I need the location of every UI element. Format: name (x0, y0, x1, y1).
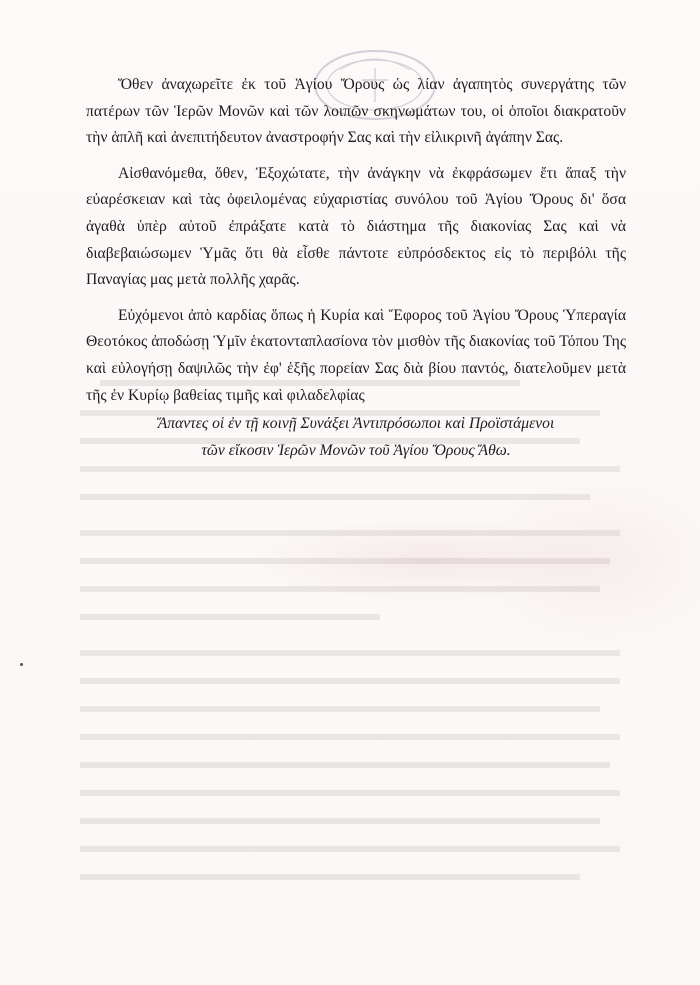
bleed-through-text (60, 380, 660, 940)
signature-block (86, 410, 626, 464)
speck-mark (20, 663, 23, 666)
paragraph-3: Εὐχόμενοι ἀπὸ καρδίας ὅπως ἡ Κυρία καὶ Ἔφορος τοῦ Ἁγίου Ὄρους Ὑπεραγία Θεοτόκος ἀποδώσῃ Ὑμῖν ἑκατονταπλασίονα τὸν μισθὸν τῆς διακονίας τοῦ Τόπου Της καὶ εὐλογήσῃ δαψιλῶς τὴν ἐφ' ἑξῆς πορείαν Σας διὰ βίου παντός, διατελοῦμεν μετὰ τῆς ἐν Κυρίῳ βαθείας τιμῆς καὶ φιλαδελφίας (86, 306, 626, 404)
paragraph-1: Ὅθεν ἀναχωρεῖτε ἐκ τοῦ Ἁγίου Ὄρους ὡς λίαν ἀγαπητὸς συνεργάτης τῶν πατέρων τῶν Ἱερῶν Μονῶν καὶ τῶν λοιπῶν σκηνωμάτων του, οἱ ὁποῖοι διακρατοῦν τὴν ἁπλῆ καὶ ἀνεπιτήδευτον ἀναστροφήν Σας καὶ τὴν εἰλικρινῆ ἀγάπην Σας. (86, 76, 626, 147)
paragraph-2: Αἰσθανόμεθα, ὅθεν, Ἐξοχώτατε, τὴν ἀνάγκην νὰ ἐκφράσωμεν ἔτι ἅπαξ τὴν εὐαρέσκειαν καὶ τὰς ὀφειλομένας εὐχαριστίας συνόλου τοῦ Ἁγίου Ὄρους δι' ὅσα ἀγαθὰ ὑπὲρ αὐτοῦ ἐπράξατε κατὰ τὸ διάστημα τῆς διακονίας Σας καὶ νὰ διαβεβαιώσωμεν Ὑμᾶς ὅτι θὰ εἶσθε πάντοτε εὐπρόσδεκτος εἰς τὸ περιβόλι τῆς Παναγίας μας μετὰ πολλῆς χαρᾶς. (86, 164, 626, 289)
letter-body (86, 72, 626, 418)
closing-line-2: τῶν εἴκοσιν Ἱερῶν Μονῶν τοῦ Ἁγίου Ὄρους Ἄθω. (201, 442, 511, 459)
closing-line-1: Ἅπαντες οἱ ἐν τῇ κοινῇ Συνάξει Ἀντιπρόσωποι καὶ Προϊστάμενοι (157, 415, 555, 432)
